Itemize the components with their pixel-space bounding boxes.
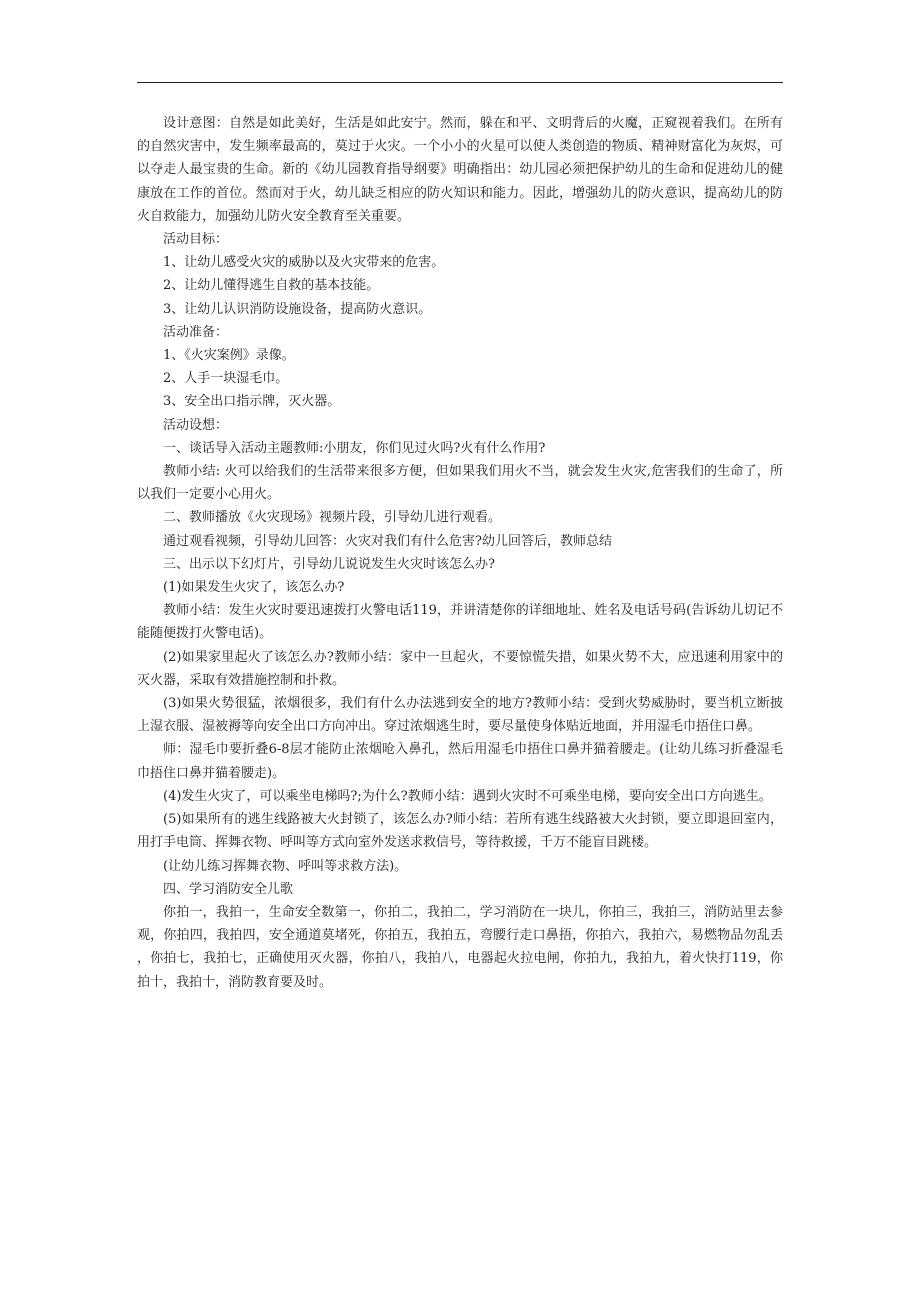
goal-item-2: 2、让幼儿懂得逃生自救的基本技能。: [163, 278, 380, 294]
heading-activity-plan: 活动设想：: [163, 417, 229, 433]
plan-step-1: 一、谈话导入活动主题教师:小朋友，你们见过火吗?火有什么作用?: [163, 440, 546, 456]
question-5: (5)如果所有的逃生线路被大火封锁了，该怎么办?师小结：若所有逃生线路被大火封锁，要立即退回室内，用打手电筒、挥舞衣物、呼叫等方式向室外发送求救信号，等待救援，千万不能盲目跳楼。: [137, 812, 783, 851]
preparation-item-1: 1、《火灾案例》录像。: [163, 348, 295, 364]
header-rule: [137, 82, 783, 83]
paragraph-design-intent: 设计意图：自然是如此美好，生活是如此安宁。然而，躲在和平、文明背后的火魔，正窥视着我们。在所有的自然灾害中，发生频率最高的，莫过于火灾。一个小小的火星可以使人类创造的物质、精神财富化为灰烬，可以夺走人最宝贵的生命。新的《幼儿园教育指导纲要》明确指出：幼儿园必须把保护幼儿的生命和促进幼儿的健康放在工作的首位。然而对于火，幼儿缺乏相应的防火知识和能力。因此，增强幼儿的防火意识，提高幼儿的防火自救能力，加强幼儿防火安全教育至关重要。: [137, 116, 783, 224]
document-body: [137, 112, 783, 994]
teacher-summary-1: 教师小结: 火可以给我们的生活带来很多方便，但如果我们用火不当，就会发生火灾,危害我们的生命了，所以我们一定要小心用火。: [137, 464, 783, 503]
preparation-item-3: 3、安全出口指示牌，灭火器。: [163, 394, 341, 410]
goal-item-1: 1、让幼儿感受火灾的威胁以及火灾带来的危害。: [163, 255, 445, 271]
heading-activity-goals: 活动目标：: [163, 232, 229, 248]
plan-step-4: 四、学习消防安全儿歌: [163, 881, 294, 897]
question-3: (3)如果火势很猛，浓烟很多，我们有什么办法逃到安全的地方?教师小结：受到火势威胁时，要当机立断披上湿衣服、湿被褥等向安全出口方向冲出。穿过浓烟逃生时，要尽量使身体贴近地面，并用湿毛巾捂住口鼻。: [137, 696, 783, 735]
question-4: (4)发生火灾了，可以乘坐电梯吗?;为什么?教师小结：遇到火灾时不可乘坐电梯，要向安全出口方向逃生。: [163, 788, 772, 804]
practice-note: (让幼儿练习挥舞衣物、呼叫等求救方法)。: [163, 858, 408, 874]
safety-rhyme: 你拍一，我拍一，生命安全数第一，你拍二，我拍二，学习消防在一块儿，你拍三，我拍三，消防站里去参观，你拍四，我拍四，安全通道莫堵死，你拍五，我拍五，弯腰行走口鼻捂，你拍六，我拍六，易燃物品勿乱丢，你拍七，我拍七，正确使用灭火器，你拍八，我拍八，电器起火拉电闸，你拍九，我拍九，着火快打119，你拍十，我拍十，消防教育要及时。: [137, 904, 783, 990]
preparation-item-2: 2、人手一块湿毛巾。: [163, 371, 289, 387]
question-1: (1)如果发生火灾了，该怎么办?: [163, 580, 345, 596]
heading-activity-preparation: 活动准备：: [163, 324, 229, 340]
video-discussion: 通过观看视频，引导幼儿回答：火灾对我们有什么危害?幼儿回答后，教师总结: [163, 533, 612, 549]
towel-instruction: 师：湿毛巾要折叠6-8层才能防止浓烟呛入鼻孔，然后用湿毛巾捂住口鼻并猫着腰走。(让幼儿练习折叠湿毛巾捂住口鼻并猫着腰走)。: [137, 742, 783, 781]
plan-step-3: 三、出示以下幻灯片，引导幼儿说说发生火灾时该怎么办?: [163, 556, 495, 572]
question-2: (2)如果家里起火了该怎么办?教师小结：家中一旦起火，不要惊慌失措，如果火势不大，应迅速利用家中的灭火器，采取有效措施控制和扑救。: [137, 649, 783, 688]
plan-step-2: 二、教师播放《火灾现场》视频片段，引导幼儿进行观看。: [163, 510, 502, 526]
teacher-summary-2: 教师小结：发生火灾时要迅速拨打火警电话119，并讲清楚你的详细地址、姓名及电话号码(告诉幼儿切记不能随便拨打火警电话)。: [137, 603, 783, 642]
goal-item-3: 3、让幼儿认识消防设施设备，提高防火意识。: [163, 301, 432, 317]
